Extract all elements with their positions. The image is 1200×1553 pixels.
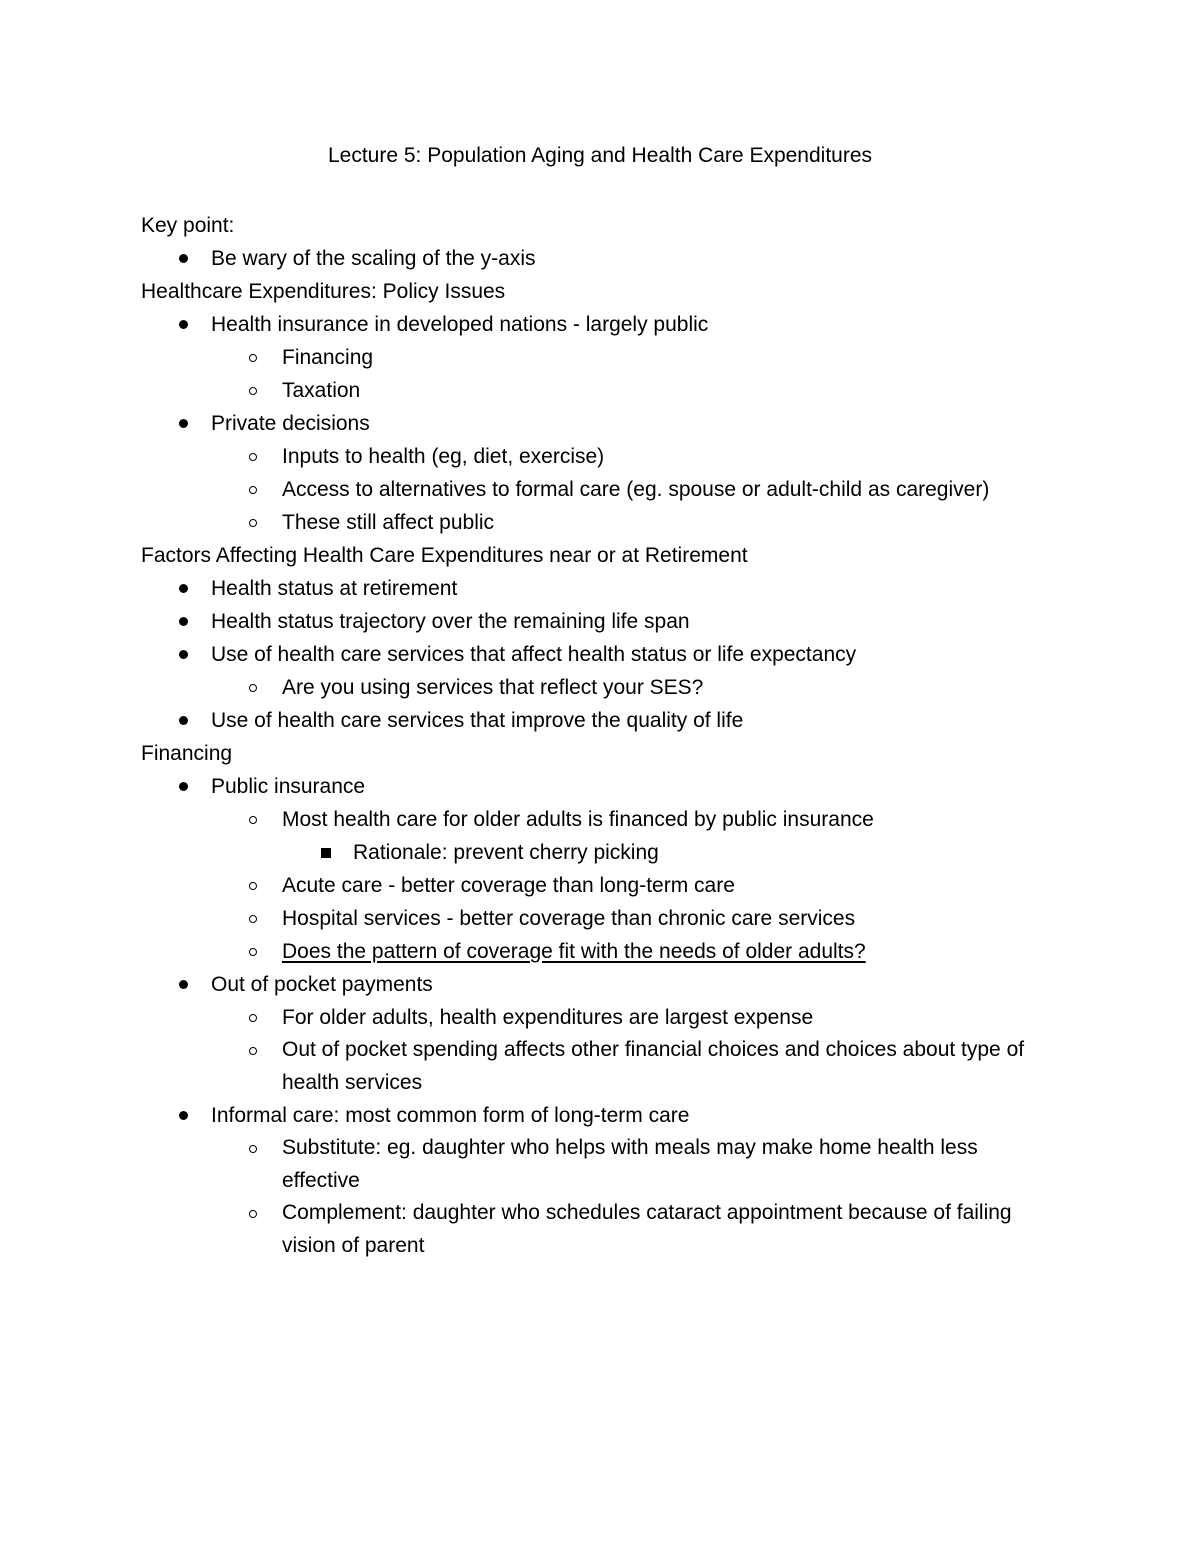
sub-bullet-text: For older adults, health expenditures are largest expense <box>282 1006 814 1029</box>
sub-bullet-text: Acute care - better coverage than long-term care <box>282 874 735 897</box>
bullet-text: Out of pocket payments <box>211 973 433 996</box>
square-bullet-icon <box>321 836 331 869</box>
bullet-text: Health insurance in developed nations - largely public <box>211 313 709 336</box>
bullet-icon <box>179 308 188 341</box>
circle-bullet-icon <box>249 935 257 968</box>
sub-bullet-item <box>141 374 1061 407</box>
bullet-icon <box>179 407 188 440</box>
bullet-icon <box>179 968 188 1001</box>
bullet-text: Informal care: most common form of long-term care <box>211 1104 690 1127</box>
bullet-icon <box>179 605 188 638</box>
bullet-text: Be wary of the scaling of the y-axis <box>211 247 536 270</box>
section-heading-key-point: Key point: <box>141 214 235 237</box>
bullet-text: Public insurance <box>211 775 366 798</box>
sub-bullet-text: Complement: daughter who schedules cataract appointment because of failing vision of parent <box>282 1201 1012 1257</box>
bullet-item <box>141 770 1061 803</box>
sub-bullet-item <box>141 506 1061 539</box>
sub-bullet-item <box>141 902 1061 935</box>
sub-bullet-item <box>141 1034 1061 1099</box>
bullet-item <box>141 242 1061 275</box>
circle-bullet-icon <box>249 1132 257 1165</box>
sub-bullet-item <box>141 803 1061 836</box>
bullet-text: Health status trajectory over the remaining life span <box>211 610 690 633</box>
circle-bullet-icon <box>249 671 257 704</box>
sub-bullet-item <box>141 1001 1061 1034</box>
circle-bullet-icon <box>249 473 257 506</box>
section-heading-factors: Factors Affecting Health Care Expenditures near or at Retirement <box>141 544 748 567</box>
bullet-item <box>141 704 1061 737</box>
circle-bullet-icon <box>249 341 257 374</box>
sub-bullet-text: Out of pocket spending affects other financial choices and choices about type of health services <box>282 1038 1025 1094</box>
sub-bullet-text: Hospital services - better coverage than chronic care services <box>282 907 856 930</box>
bullet-item <box>141 1099 1061 1132</box>
underlined-question-text: Does the pattern of coverage fit with the needs of older adults? <box>282 940 866 963</box>
bullet-icon <box>179 638 188 671</box>
bullet-icon <box>179 242 188 275</box>
sub-bullet-text: Are you using services that reflect your SES? <box>282 676 704 699</box>
circle-bullet-icon <box>249 440 257 473</box>
bullet-text: Health status at retirement <box>211 577 458 600</box>
bullet-item <box>141 638 1061 671</box>
bullet-item <box>141 407 1061 440</box>
bullet-item <box>141 572 1061 605</box>
bullet-item <box>141 968 1061 1001</box>
sub-bullet-item <box>141 473 1061 506</box>
circle-bullet-icon <box>249 803 257 836</box>
sub-sub-bullet-item <box>141 836 1061 869</box>
page-title: Lecture 5: Population Aging and Health Care Expenditures <box>327 144 873 167</box>
sub-bullet-text: Most health care for older adults is financed by public insurance <box>282 808 874 831</box>
bullet-text: Private decisions <box>211 412 370 435</box>
sub-bullet-item <box>141 1197 1061 1262</box>
document-body <box>141 209 1061 1262</box>
bullet-text: Use of health care services that affect health status or life expectancy <box>211 643 857 666</box>
sub-bullet-item <box>141 341 1061 374</box>
circle-bullet-icon <box>249 374 257 407</box>
sub-bullet-item <box>141 869 1061 902</box>
circle-bullet-icon <box>249 902 257 935</box>
section-heading-financing: Financing <box>141 742 233 765</box>
sub-sub-bullet-text: Rationale: prevent cherry picking <box>353 841 659 864</box>
sub-bullet-text: Inputs to health (eg, diet, exercise) <box>282 445 605 468</box>
section-heading-policy-issues: Healthcare Expenditures: Policy Issues <box>141 280 506 303</box>
bullet-item <box>141 308 1061 341</box>
sub-bullet-text: Taxation <box>282 379 361 402</box>
bullet-item <box>141 605 1061 638</box>
bullet-text: Use of health care services that improve the quality of life <box>211 709 744 732</box>
sub-bullet-item <box>141 671 1061 704</box>
bullet-icon <box>179 770 188 803</box>
bullet-icon <box>179 572 188 605</box>
circle-bullet-icon <box>249 1034 257 1067</box>
bullet-icon <box>179 704 188 737</box>
circle-bullet-icon <box>249 1001 257 1034</box>
sub-bullet-text: These still affect public <box>282 511 495 534</box>
sub-bullet-text: Access to alternatives to formal care (eg. spouse or adult-child as caregiver) <box>282 478 990 501</box>
circle-bullet-icon <box>249 869 257 902</box>
sub-bullet-text: Financing <box>282 346 374 369</box>
sub-bullet-item <box>141 935 1061 968</box>
sub-bullet-item <box>141 1132 1061 1197</box>
sub-bullet-text: Substitute: eg. daughter who helps with meals may make home health less effective <box>282 1136 978 1192</box>
circle-bullet-icon <box>249 1197 257 1230</box>
bullet-icon <box>179 1099 188 1132</box>
sub-bullet-item <box>141 440 1061 473</box>
circle-bullet-icon <box>249 506 257 539</box>
